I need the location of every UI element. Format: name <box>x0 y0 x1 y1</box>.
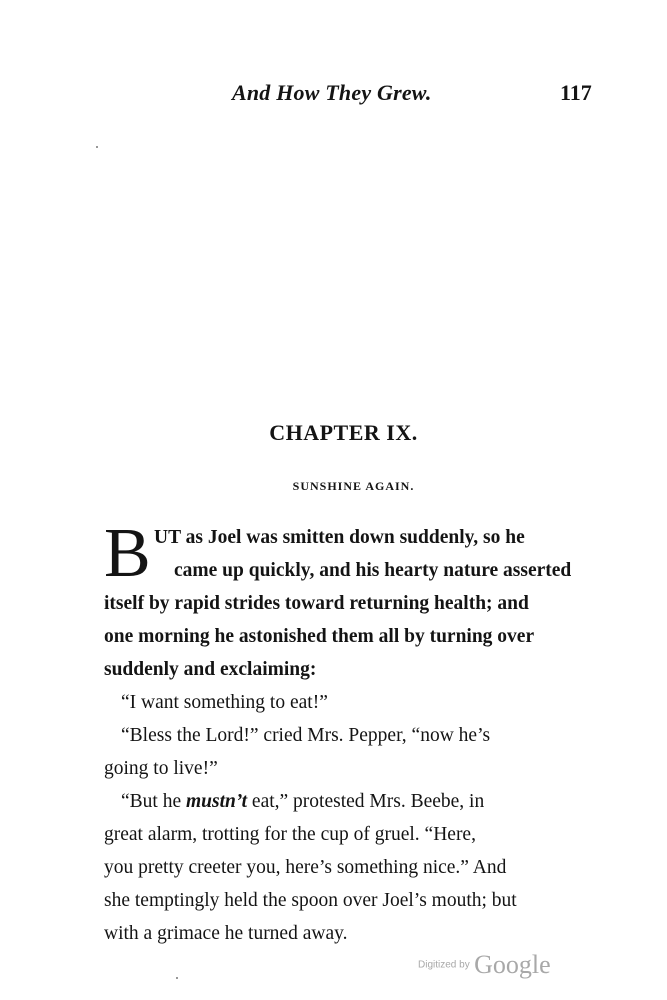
paragraph-line: “I want something to eat!” <box>121 692 328 713</box>
chapter-title: CHAPTER IX. <box>269 420 418 445</box>
body-text <box>104 515 612 950</box>
paragraph-line: UT as Joel was smitten down suddenly, so he <box>154 527 525 548</box>
speck <box>176 977 178 979</box>
paragraph-line: came up quickly, and his hearty nature asserted <box>174 560 572 581</box>
speck <box>96 146 98 148</box>
chapter-subtitle: SUNSHINE AGAIN. <box>292 479 415 493</box>
paragraph-line: great alarm, trotting for the cup of gruel. “Here, <box>104 824 476 845</box>
text-run: eat,” protested Mrs. Beebe, in <box>247 791 485 812</box>
paragraph-line: she temptingly held the spoon over Joel’s mouth; but <box>104 890 517 911</box>
watermark-prefix: Digitized by <box>418 959 470 971</box>
emphasized-word: mustn’t <box>185 791 248 812</box>
digitized-watermark <box>418 950 551 980</box>
paragraph-line: going to live!” <box>104 758 218 779</box>
paragraph-line: “Bless the Lord!” cried Mrs. Pepper, “now he’s <box>121 725 491 746</box>
drop-cap: B <box>104 515 151 592</box>
paragraph-line: itself by rapid strides toward returning health; and <box>104 593 529 614</box>
paragraph-line: you pretty creeter you, here’s something nice.” And <box>104 857 507 878</box>
running-title: And How They Grew. <box>232 80 432 105</box>
paragraph-line <box>104 785 612 818</box>
paragraph-line: one morning he astonished them all by turning over <box>104 626 535 647</box>
paragraph-line: with a grimace he turned away. <box>104 923 348 944</box>
text-run: “But he <box>121 791 186 812</box>
page-number: 117 <box>560 80 592 105</box>
paragraph-line: suddenly and exclaiming: <box>104 659 317 680</box>
google-logo: Google <box>474 950 551 979</box>
